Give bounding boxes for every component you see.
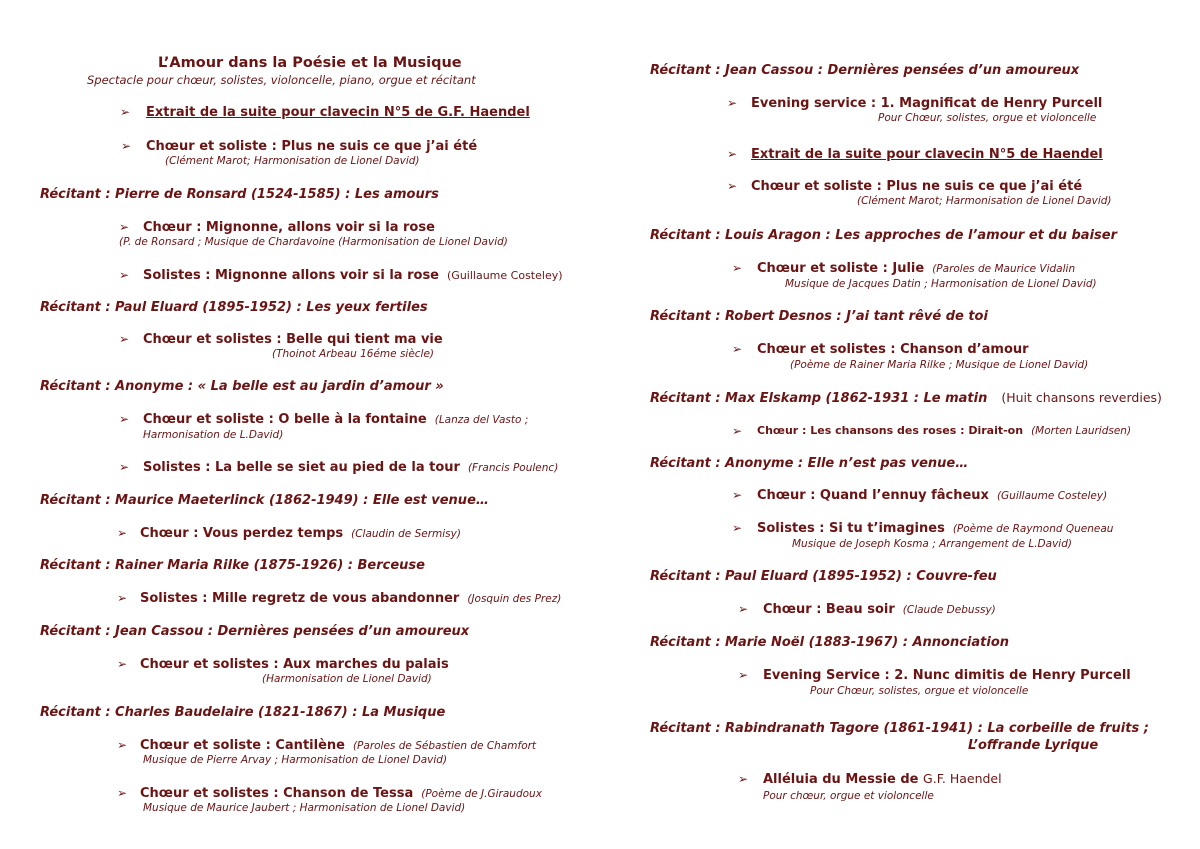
item-credit: (Poème de Rainer Maria Rilke ; Musique de Lionel David) [790,359,1089,371]
program-item: Chœur : Quand l’ennuy fâcheux (Guillaume Costeley) [757,488,1108,503]
recitant-line: Récitant : Marie Noël (1883-1967) : Annonciation [650,635,1010,650]
program-item: Chœur et solistes : Chanson d’amour [757,342,1029,357]
bullet-arrow-icon: ➢ [121,139,132,153]
program-item: Solistes : La belle se siet au pied de la tour (Francis Poulenc) [143,460,559,475]
item-credit: Pour Chœur, solistes, orgue et violoncelle [810,685,1029,697]
bullet-arrow-icon: ➢ [117,738,128,752]
bullet-arrow-icon: ➢ [117,786,128,800]
item-credit: (Lanza del Vasto ; [434,414,529,426]
bullet-arrow-icon: ➢ [732,342,743,356]
program-item: Solistes : Si tu t’imagines (Poème de Raymond Queneau [757,521,1114,536]
program-item: Chœur et solistes : Chanson de Tessa (Poème de J.Giraudoux [140,786,542,801]
item-credit: (Francis Poulenc) [467,462,559,474]
item-credit: (Guillaume Costeley) [447,269,563,282]
bullet-arrow-icon: ➢ [732,424,743,438]
item-credit: Musique de Maurice Jaubert ; Harmonisation de Lionel David) [143,802,466,814]
bullet-arrow-icon: ➢ [727,96,738,110]
bullet-arrow-icon: ➢ [738,602,749,616]
item-credit: (Paroles de Sébastien de Chamfort [352,740,537,752]
recitant-line-cont: L’offrande Lyrique [968,738,1099,753]
item-credit: (Thoinot Arbeau 16éme siècle) [272,348,435,360]
program-item: Evening service : 1. Magnificat de Henry Purcell [751,96,1103,111]
item-credit: (Claudin de Sermisy) [351,528,461,540]
item-credit: Pour chœur, orgue et violoncelle [763,790,934,802]
item-credit: (Claude Debussy) [902,604,996,616]
program-item: Chœur et soliste : Plus ne suis ce que j’ai été [751,179,1083,194]
bullet-arrow-icon: ➢ [117,526,128,540]
program-item: Solistes : Mille regretz de vous abandonner (Josquin des Prez) [140,591,562,606]
item-credit: (Paroles de Maurice Vidalin [932,263,1076,275]
recitant-line: Récitant : Rainer Maria Rilke (1875-1926) : Berceuse [40,558,425,573]
recitant-line: Récitant : Paul Eluard (1895-1952) : Couvre-feu [650,569,997,584]
item-credit: Harmonisation de L.David) [143,429,284,441]
program-item: Chœur et soliste : Cantilène (Paroles de Sébastien de Chamfort [140,738,537,753]
program-item: Chœur : Vous perdez temps (Claudin de Sermisy) [140,526,461,541]
bullet-arrow-icon: ➢ [117,657,128,671]
recitant-line: Récitant : Anonyme : Elle n’est pas venue… [650,456,969,471]
recitant-line: Récitant : Jean Cassou : Dernières pensées d’un amoureux [650,63,1080,78]
bullet-arrow-icon: ➢ [119,412,130,426]
recitant-line: Récitant : Maurice Maeterlinck (1862-1949) : Elle est venue… [40,493,489,508]
bullet-arrow-icon: ➢ [727,147,738,161]
program-item: Alléluia du Messie de G.F. Haendel [763,771,1002,787]
bullet-arrow-icon: ➢ [119,332,130,346]
bullet-arrow-icon: ➢ [732,488,743,502]
item-credit: (Guillaume Costeley) [996,490,1108,502]
program-item: Evening Service : 2. Nunc dimitis de Henry Purcell [763,668,1131,683]
item-credit: (Poème de Raymond Queneau [952,523,1114,535]
item-credit: (Clément Marot; Harmonisation de Lionel David) [857,195,1112,207]
item-credit: (Poème de J.Giraudoux [421,788,542,800]
item-credit: (Josquin des Prez) [467,593,562,605]
item-credit: (Harmonisation de Lionel David) [262,673,432,685]
recitant-line: Récitant : Jean Cassou : Dernières pensées d’un amoureux [40,624,470,639]
item-credit: (P. de Ronsard ; Musique de Chardavoine (Harmonisation de Lionel David) [119,236,508,248]
bullet-arrow-icon: ➢ [732,261,743,275]
item-credit: Musique de Jacques Datin ; Harmonisation de Lionel David) [785,278,1097,290]
program-item: Chœur et soliste : Julie (Paroles de Maurice Vidalin [757,261,1076,276]
bullet-arrow-icon: ➢ [120,105,131,119]
program-item: Chœur : Mignonne, allons voir si la rose [143,220,435,235]
program-item: Chœur : Les chansons des roses : Dirait-on (Morten Lauridsen) [757,424,1132,437]
program-title: L’Amour dans la Poésie et la Musique [158,55,462,71]
item-credit: Musique de Pierre Arvay ; Harmonisation de Lionel David) [143,754,448,766]
bullet-arrow-icon: ➢ [732,521,743,535]
bullet-arrow-icon: ➢ [117,591,128,605]
item-credit: (Clément Marot; Harmonisation de Lionel David) [165,155,420,167]
program-item: Chœur et solistes : Belle qui tient ma vie [143,332,443,347]
recitant-line: Récitant : Max Elskamp (1862-1931 : Le matin (Huit chansons reverdies) [650,390,1162,406]
program-item: Chœur et soliste : Plus ne suis ce que j’ai été [146,139,478,154]
program-item: Chœur et soliste : O belle à la fontaine (Lanza del Vasto ; [143,412,529,427]
program-item: Chœur : Beau soir (Claude Debussy) [763,602,996,617]
recitant-line: Récitant : Charles Baudelaire (1821-1867) : La Musique [40,705,446,720]
recitant-line: Récitant : Louis Aragon : Les approches de l’amour et du baiser [650,228,1117,243]
bullet-arrow-icon: ➢ [738,772,749,786]
item-credit: (Morten Lauridsen) [1031,425,1132,437]
program-item: Extrait de la suite pour clavecin N°5 de G.F. Haendel [146,105,530,120]
recitant-note: (Huit chansons reverdies) [1001,390,1162,405]
recitant-line: Récitant : Pierre de Ronsard (1524-1585) : Les amours [40,187,439,202]
program-subtitle: Spectacle pour chœur, solistes, violoncelle, piano, orgue et récitant [87,73,476,87]
bullet-arrow-icon: ➢ [119,220,130,234]
item-credit: Musique de Joseph Kosma ; Arrangement de L.David) [792,538,1072,550]
item-credit: Pour Chœur, solistes, orgue et violoncelle [878,112,1097,124]
program-item: Extrait de la suite pour clavecin N°5 de Haendel [751,147,1103,162]
program-item: Chœur et solistes : Aux marches du palais [140,657,449,672]
bullet-arrow-icon: ➢ [119,268,130,282]
recitant-line: Récitant : Paul Eluard (1895-1952) : Les yeux fertiles [40,300,428,315]
recitant-line: Récitant : Anonyme : « La belle est au jardin d’amour » [40,379,444,394]
bullet-arrow-icon: ➢ [727,179,738,193]
bullet-arrow-icon: ➢ [119,460,130,474]
recitant-line: Récitant : Rabindranath Tagore (1861-1941) : La corbeille de fruits ; [650,721,1149,736]
program-item: Solistes : Mignonne allons voir si la rose (Guillaume Costeley) [143,268,563,283]
bullet-arrow-icon: ➢ [738,668,749,682]
recitant-line: Récitant : Robert Desnos : J’ai tant rêvé de toi [650,309,988,324]
